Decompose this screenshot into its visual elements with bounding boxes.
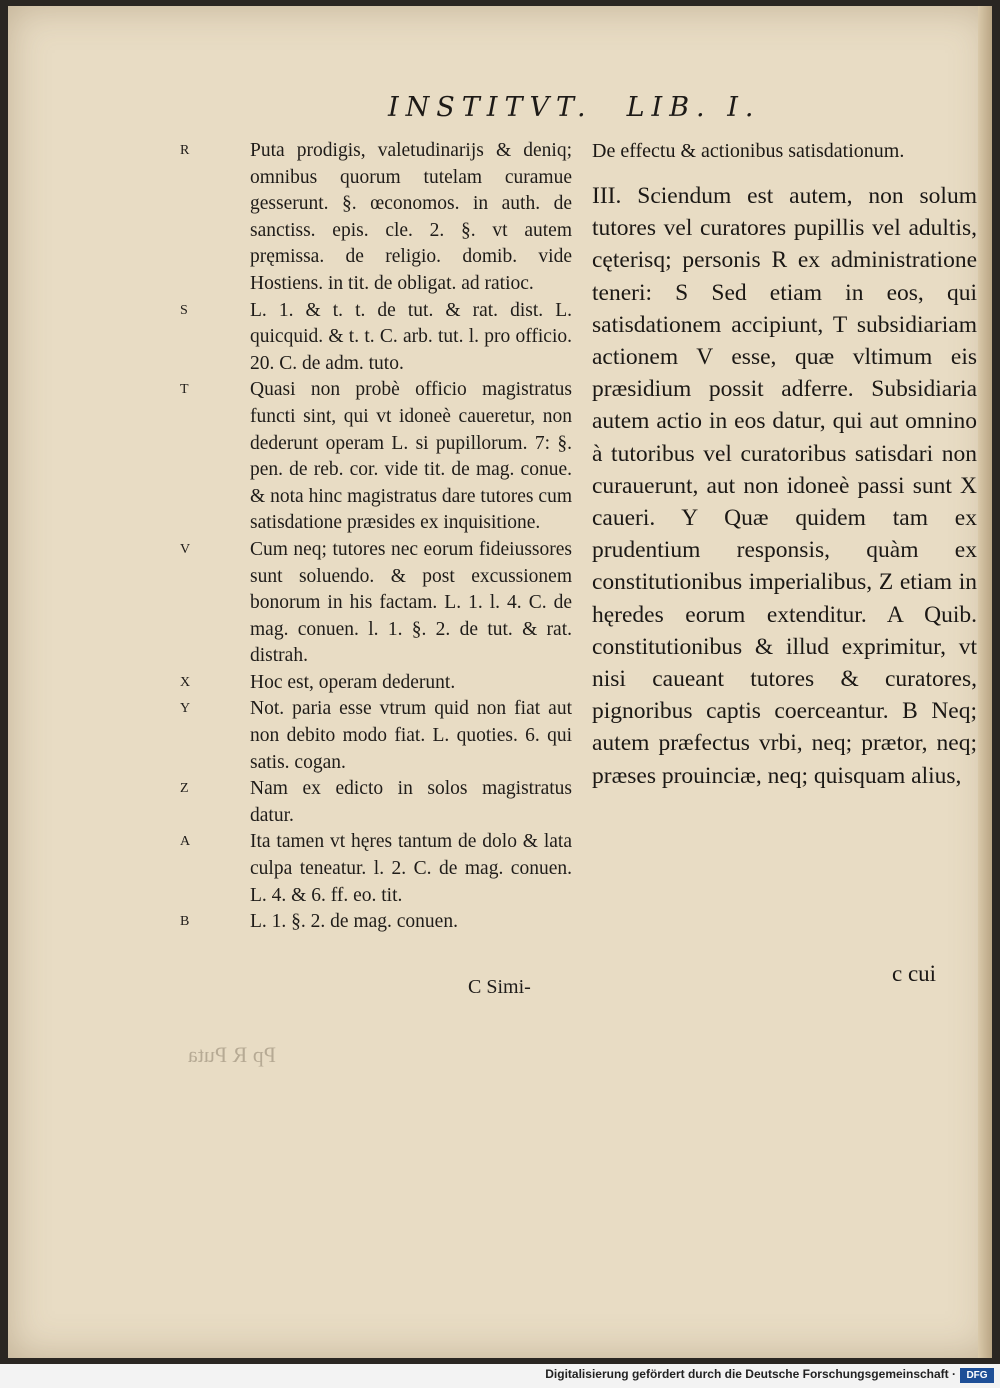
annotation-s — [180, 298, 572, 378]
annotation-text: Nam ex edicto in solos magistratus datur. — [250, 778, 572, 826]
main-text-column — [592, 138, 977, 792]
annotation-marker: Y — [180, 701, 191, 717]
annotation-b — [180, 909, 572, 936]
book-page — [8, 6, 992, 1358]
annotation-marker: B — [180, 914, 190, 930]
annotation-marker: A — [180, 834, 191, 850]
annotation-t — [180, 377, 572, 537]
annotation-marker: V — [180, 541, 191, 557]
annotation-y — [180, 696, 572, 776]
annotation-text: Cum neq; tutores nec eorum fideiussores sunt soluendo. & post excussionem bonorum in his factam. L. 1. l. 4. C. de mag. conuen. l. 1. §. 2. de tut. & rat. distrah. — [250, 538, 572, 667]
footer-credit: Digitalisierung gefördert durch die Deutsche Forschungsgemeinschaft · — [545, 1367, 956, 1381]
annotation-text: Quasi non probè officio magistratus functi sint, qui vt idoneè caueretur, non dederunt operam L. si pupillorum. 7: §. pen. de reb. cor. vide tit. de mag. conue. & nota hinc magistratus dare tutores cum satisdatione præsides ex inquisitione. — [250, 379, 572, 534]
annotation-text: Ita tamen vt hęres tantum de dolo & lata culpa teneatur. l. 2. C. de mag. conuen. L. 4. & 6. ff. eo. tit. — [250, 831, 572, 906]
digitization-footer — [0, 1364, 1000, 1388]
main-text: III. Sciendum est autem, non solum tutores vel curatores pupillis vel adultis, cęterisq; personis R ex administratione teneri: S Sed etiam in eos, qui satisdationem accipiunt, T subsidiariam actionem V esse, quæ vltimum eis præsidium possit adferre. Subsidiaria autem actio in eos datur, qui aut omnino à tutoribus vel curatoribus satisdari non curauerunt, aut non idoneè passi sunt X caueri. Y Quæ quidem tam ex prudentium responsis, quàm ex constitutionibus imperialibus, Z etiam in hęredes eorum extenditur. A Quib. constitutionibus & illud exprimitur, vt nisi caueant tutores & curatores, pignoribus captis coerceantur. B Neq; autem præfectus vrbi, neq; prætor, neq; præses prouinciæ, neq; quisquam alius, — [592, 183, 977, 789]
annotation-text: Puta prodigis, valetudinarijs & deniq; omnibus quorum tutelam curamue gesserunt. §. œconomos. in auth. de sanctiss. epis. cle. 2. §. vt autem pręmissa. de religio. domib. vide Hostiens. in tit. de obligat. ad ratioc. — [250, 140, 572, 294]
annotation-marker: T — [180, 382, 189, 398]
annotation-column — [180, 138, 572, 936]
annotation-marker: X — [180, 674, 191, 690]
annotation-marker: R — [180, 143, 190, 158]
annotation-text: Hoc est, operam dederunt. — [250, 671, 456, 693]
annotation-v — [180, 537, 572, 670]
dfg-logo-icon: DFG — [960, 1368, 994, 1383]
annotation-r — [180, 138, 572, 298]
right-catchword: c cui — [892, 961, 937, 986]
annotation-z — [180, 776, 572, 829]
page-edge — [978, 6, 992, 1358]
annotation-text: Not. paria esse vtrum quid non fiat aut non debito modo fiat. L. quoties. 6. qui satis. cogan. — [250, 698, 572, 773]
annotation-x — [180, 670, 572, 697]
annotation-text: L. 1. & t. t. de tut. & rat. dist. L. quicquid. & t. t. C. arb. tut. l. pro officio. 20. C. de adm. tuto. — [250, 299, 572, 374]
annotation-marker: Z — [180, 781, 189, 797]
annotation-a — [180, 829, 572, 909]
section-title: De effectu & actionibus satisdationum. — [592, 140, 905, 162]
header-book: LIB. I. — [626, 92, 761, 123]
header-title: INSTITVT. — [388, 92, 593, 123]
annotation-marker: S — [180, 302, 188, 318]
annotation-text: L. 1. §. 2. de mag. conuen. — [250, 911, 458, 933]
running-header — [388, 92, 808, 123]
bleed-through-text: Pp R Puta — [188, 1042, 277, 1067]
left-catchword: C Simi- — [468, 976, 531, 998]
